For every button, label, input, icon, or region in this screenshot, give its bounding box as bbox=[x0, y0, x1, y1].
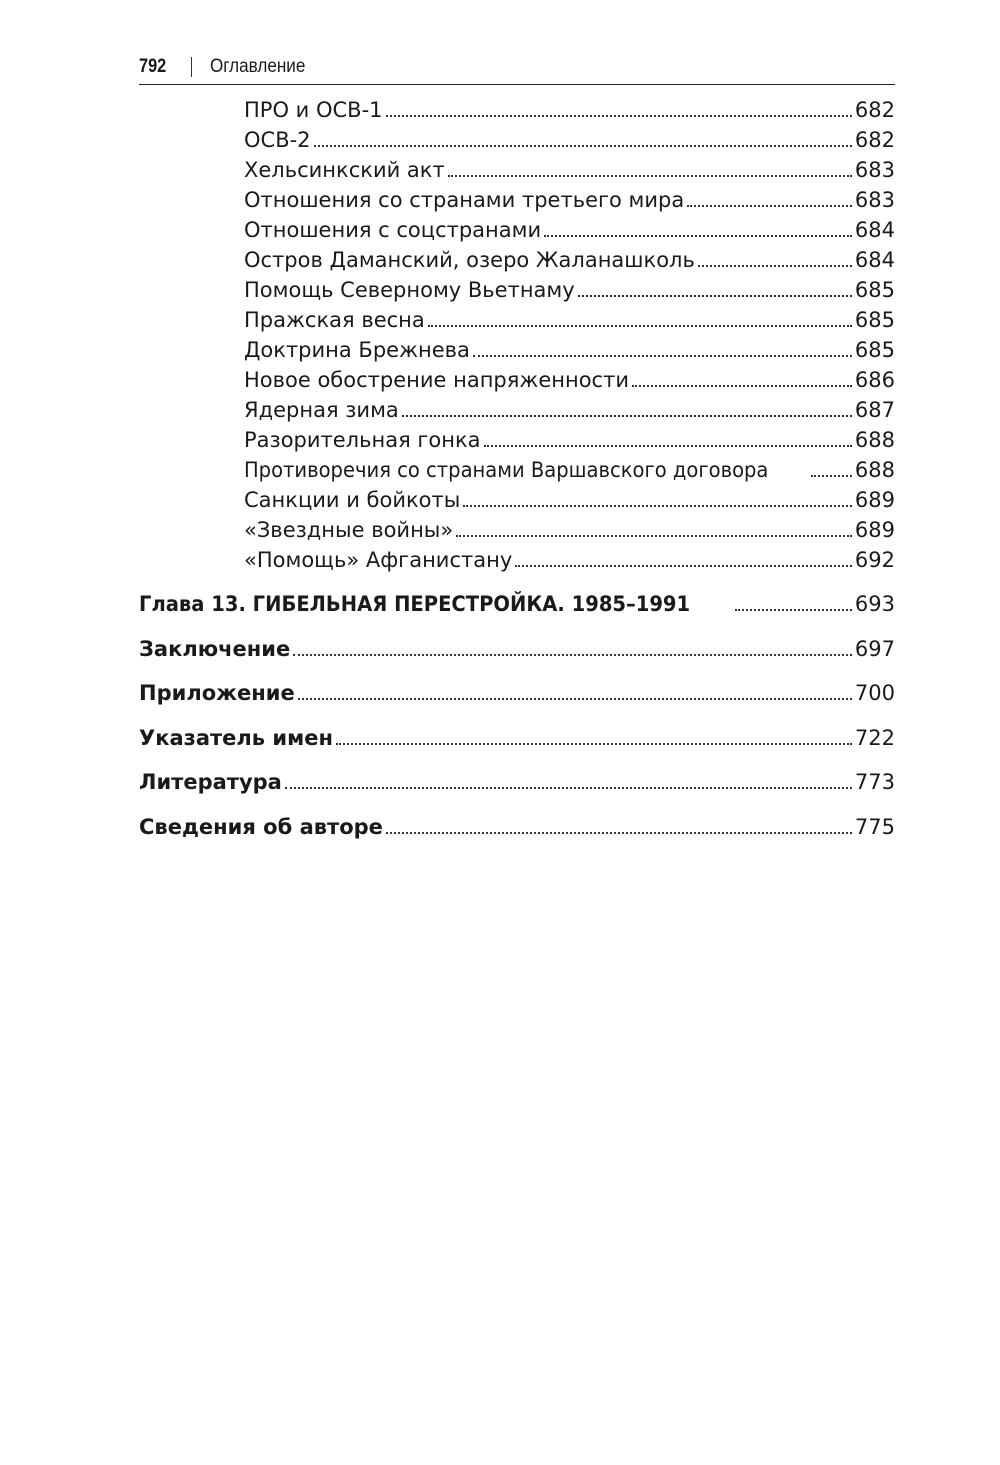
toc-entry-page: 685 bbox=[854, 308, 895, 332]
dot-leader bbox=[544, 234, 852, 237]
toc-entry-title: «Звездные войны» bbox=[244, 518, 454, 542]
toc-entry-page: 686 bbox=[854, 368, 895, 392]
toc-entry-title: «Помощь» Афганистану bbox=[244, 548, 513, 572]
toc-entry-page: 685 bbox=[854, 278, 895, 302]
toc-entry-page: 682 bbox=[854, 128, 895, 152]
dot-leader bbox=[336, 742, 852, 745]
toc-subentry[interactable] bbox=[244, 338, 895, 368]
dot-leader bbox=[632, 384, 852, 387]
toc-subentry[interactable] bbox=[244, 428, 895, 458]
dot-leader bbox=[386, 114, 852, 117]
toc-entry-page: 684 bbox=[854, 218, 895, 242]
toc-subentry[interactable] bbox=[244, 548, 895, 578]
toc-entry-title: Литература bbox=[139, 770, 282, 794]
toc-chapter-entry[interactable] bbox=[139, 592, 895, 622]
toc-entry-title: Доктрина Брежнева bbox=[244, 338, 470, 362]
toc-entry-page: 687 bbox=[854, 398, 895, 422]
dot-leader bbox=[473, 354, 852, 357]
toc-entry-title: Ядерная зима bbox=[244, 398, 399, 422]
toc-entry-title: ОСВ-2 bbox=[244, 128, 311, 152]
dot-leader bbox=[448, 174, 852, 177]
toc-subentry[interactable] bbox=[244, 98, 895, 128]
dot-leader bbox=[578, 294, 852, 297]
dot-leader bbox=[298, 697, 852, 700]
toc-entry-page: 697 bbox=[854, 637, 895, 661]
toc-entry-page: 775 bbox=[854, 815, 895, 839]
toc-main-entry[interactable] bbox=[139, 637, 895, 667]
toc-entry-page: 693 bbox=[854, 592, 895, 616]
toc-entry-page: 692 bbox=[854, 548, 895, 572]
toc-entry-page: 684 bbox=[854, 248, 895, 272]
toc-entry-title: Глава 13. ГИБЕЛЬНАЯ ПЕРЕСТРОЙКА. 1985–1991 bbox=[139, 592, 691, 616]
dot-leader bbox=[687, 204, 852, 207]
toc-entry-title: Отношения со странами третьего мира bbox=[244, 188, 685, 212]
dot-leader bbox=[698, 264, 852, 267]
toc-entry-title: Санкции и бойкоты bbox=[244, 488, 461, 512]
toc-entry-page: 722 bbox=[854, 726, 895, 750]
dot-leader bbox=[735, 608, 852, 611]
toc-entry-page: 688 bbox=[854, 458, 895, 482]
toc-entry-page: 773 bbox=[854, 770, 895, 794]
toc-subentry[interactable] bbox=[244, 248, 895, 278]
toc-entry-page: 683 bbox=[854, 188, 895, 212]
toc-entry-page: 682 bbox=[854, 98, 895, 122]
toc-entry-page: 700 bbox=[854, 681, 895, 705]
toc-subentry[interactable] bbox=[244, 188, 895, 218]
toc-subentry[interactable] bbox=[244, 278, 895, 308]
running-header-title: Оглавление bbox=[210, 56, 306, 77]
toc-subentry[interactable] bbox=[244, 368, 895, 398]
toc-entry-page: 685 bbox=[854, 338, 895, 362]
dot-leader bbox=[456, 534, 852, 537]
toc-subentry[interactable] bbox=[244, 128, 895, 158]
toc-entry-title: Приложение bbox=[139, 681, 295, 705]
dot-leader bbox=[811, 474, 852, 477]
toc-entry-page: 689 bbox=[854, 518, 895, 542]
dot-leader bbox=[314, 144, 852, 147]
dot-leader bbox=[515, 564, 852, 567]
dot-leader bbox=[386, 831, 852, 834]
toc-entry-title: Новое обострение напряженности bbox=[244, 368, 629, 392]
dot-leader bbox=[402, 414, 852, 417]
toc-entry-title: Хельсинкский акт bbox=[244, 158, 445, 182]
toc-main-entry[interactable] bbox=[139, 726, 895, 756]
dot-leader bbox=[463, 504, 852, 507]
toc-main-entry[interactable] bbox=[139, 770, 895, 800]
dot-leader bbox=[285, 786, 852, 789]
toc-subentry[interactable] bbox=[244, 458, 895, 488]
toc-subentry[interactable] bbox=[244, 488, 895, 518]
toc-entry-title: Помощь Северному Вьетнаму bbox=[244, 278, 575, 302]
toc-entry-page: 688 bbox=[854, 428, 895, 452]
toc-subentry[interactable] bbox=[244, 308, 895, 338]
toc-entry-title: Пражская весна bbox=[244, 308, 425, 332]
toc-entry-page: 689 bbox=[854, 488, 895, 512]
dot-leader bbox=[484, 444, 852, 447]
dot-leader bbox=[428, 324, 852, 327]
dot-leader bbox=[293, 653, 852, 656]
toc-entry-page: 683 bbox=[854, 158, 895, 182]
toc-subentry[interactable] bbox=[244, 218, 895, 248]
toc-entry-title: Отношения с соцстранами bbox=[244, 218, 542, 242]
toc-entry-title: Противоречия со странами Варшавского договора bbox=[244, 458, 769, 482]
toc-entry-title: ПРО и ОСВ-1 bbox=[244, 98, 383, 122]
toc-subentry[interactable] bbox=[244, 158, 895, 188]
toc-entry-title: Сведения об авторе bbox=[139, 815, 383, 839]
toc-entry-title: Указатель имен bbox=[139, 726, 334, 750]
toc-subentry[interactable] bbox=[244, 518, 895, 548]
running-header bbox=[139, 50, 895, 85]
toc-entry-title: Заключение bbox=[139, 637, 291, 661]
toc-entry-title: Разорительная гонка bbox=[244, 428, 481, 452]
toc-main-entry[interactable] bbox=[139, 815, 895, 845]
page-number: 792 bbox=[139, 56, 167, 77]
toc-entry-title: Остров Даманский, озеро Жаланашколь bbox=[244, 248, 695, 272]
header-separator bbox=[191, 57, 193, 77]
toc-main-entry[interactable] bbox=[139, 681, 895, 711]
toc-subentry[interactable] bbox=[244, 398, 895, 428]
